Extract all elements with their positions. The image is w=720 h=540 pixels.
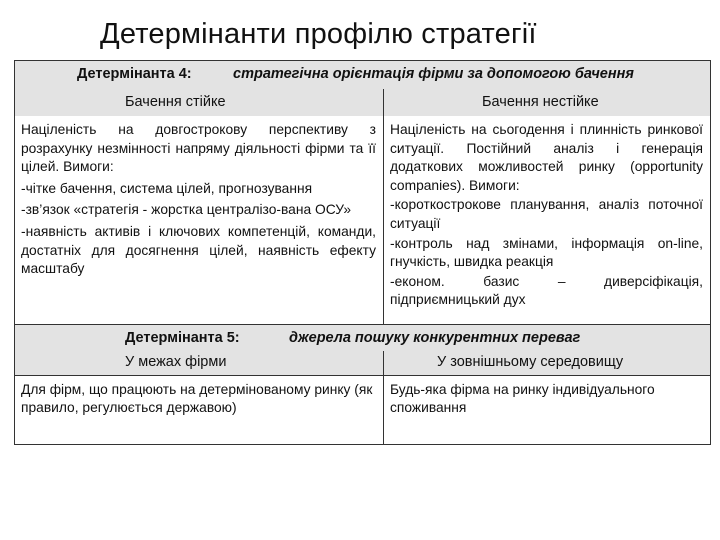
unstable-vision-paragraph: -контроль над змінами, інформація on-line, гнучкість, швидка реакція bbox=[390, 235, 703, 270]
unstable-vision-cell bbox=[390, 121, 703, 310]
column-divider bbox=[383, 351, 384, 445]
stable-vision-paragraph: -зв’язок «стратегія - жорстка централізо-вана ОСУ» bbox=[21, 202, 352, 218]
stable-vision-cell bbox=[21, 121, 376, 279]
stable-vision-paragraph: Націленість на довгострокову перспективу з розрахунку незмінності напряму діяльності фірми та її цілей. Вимоги: bbox=[21, 122, 376, 175]
external-environment-cell: Будь-яка фірма на ринку індивідуального споживання bbox=[390, 382, 655, 415]
col-header-within-firm: У межах фірми bbox=[125, 354, 227, 370]
determinant-4-header bbox=[15, 61, 710, 90]
column-divider bbox=[383, 89, 384, 324]
unstable-vision-paragraph: -короткострокове планування, аналіз поточної ситуації bbox=[390, 197, 703, 231]
stable-vision-paragraph: -чітке бачення, система цілей, прогнозування bbox=[21, 180, 313, 196]
within-firm-cell: Для фірм, що працюють на детермінованому ринку (як правило, регулюється державою) bbox=[21, 382, 373, 415]
col-header-stable-vision: Бачення стійке bbox=[125, 94, 226, 110]
strategy-determinants-table bbox=[14, 60, 711, 445]
determinant-4-label: Детермінанта 4: bbox=[77, 66, 192, 82]
determinant-5-label: Детермінанта 5: bbox=[125, 330, 240, 346]
determinant-5-header bbox=[15, 324, 710, 353]
determinant-5-subheader bbox=[15, 351, 710, 376]
stable-vision-paragraph: -наявність активів і ключових компетенцій, команди, достатніх для досягнення цілей, наявність ефекту масштабу bbox=[21, 223, 376, 277]
unstable-vision-paragraph: -економ. базис – диверсіфікація, підприємницький дух bbox=[390, 273, 703, 308]
unstable-vision-paragraph: Націленість на сьогодення і плинність ринкової ситуації. Постійний аналіз і генерація додаткових можливостей ринку (opportunity companies). Вимоги: bbox=[390, 122, 703, 193]
determinant-4-description: стратегічна орієнтація фірми за допомогою бачення bbox=[233, 66, 634, 82]
page-title: Детермінанти профілю стратегії bbox=[100, 18, 537, 50]
col-header-external-environment: У зовнішньому середовищу bbox=[437, 354, 624, 370]
determinant-5-description: джерела пошуку конкурентних переваг bbox=[289, 330, 581, 346]
determinant-4-subheader bbox=[15, 89, 710, 116]
col-header-unstable-vision: Бачення нестійке bbox=[482, 94, 599, 110]
